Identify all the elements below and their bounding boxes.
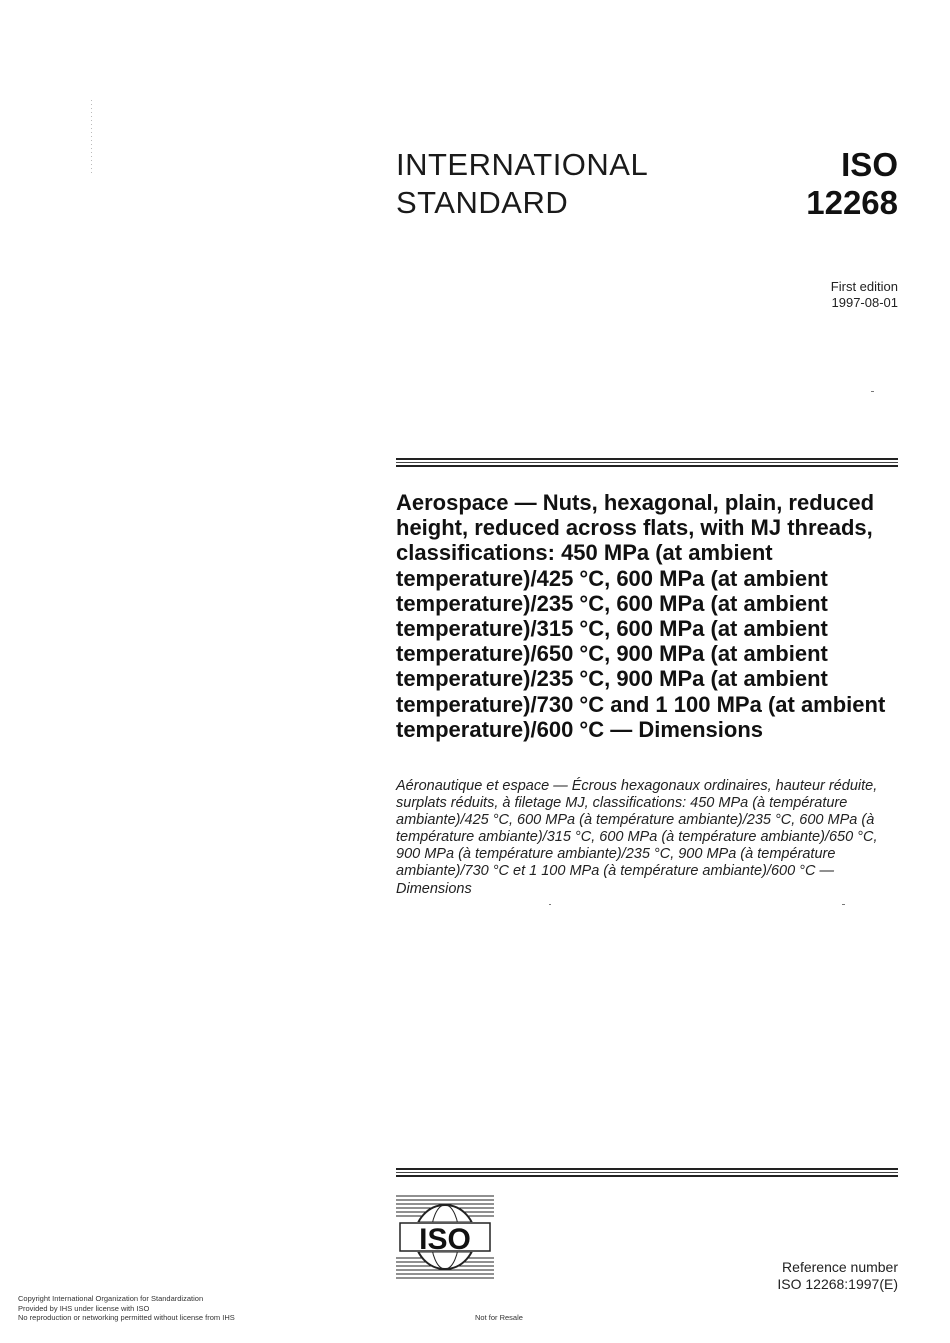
bottom-rule	[396, 1168, 898, 1177]
scan-speck	[842, 904, 845, 905]
reference-label: Reference number	[782, 1259, 898, 1275]
scan-margin-mark	[91, 100, 92, 176]
footer-line: Provided by IHS under license with ISO	[18, 1303, 150, 1313]
iso-logo-text: ISO	[419, 1223, 471, 1256]
scan-speck	[549, 904, 551, 905]
edition-label: First edition	[830, 279, 898, 294]
standard-number: 12268	[806, 184, 898, 221]
reference-number: ISO 12268:1997(E)	[777, 1276, 898, 1292]
document-type-line2: STANDARD	[396, 185, 569, 220]
document-type-line1: INTERNATIONAL	[396, 147, 649, 182]
iso-logo-icon	[396, 1194, 494, 1280]
edition-block	[831, 279, 898, 311]
footer-line: Copyright International Organization for Standardization	[18, 1294, 204, 1303]
reference-block	[777, 1259, 898, 1293]
top-rule	[396, 458, 898, 467]
iso-logo-graphic	[396, 1194, 494, 1280]
resale-notice: Not for Resale	[475, 1313, 523, 1322]
document-type	[396, 146, 648, 222]
copyright-footer	[18, 1294, 235, 1323]
title-french: Aéronautique et espace — Écrous hexagonaux ordinaires, hauteur réduite, surplats réduits, à filetage MJ, classifications: 450 MPa (à température ambiante)/425 °C, 600 MPa (à température ambiante)/235 °C, 600 MPa (à température ambiante)/315 °C, 600 MPa (à température ambiante)/650 °C, 900 MPa (à température ambiante)/235 °C, 900 MPa (à température ambiante)/730 °C et 1 100 MPa (à température ambiante)/600 °C — Dimensions	[396, 778, 878, 897]
standard-identifier	[806, 146, 898, 222]
edition-date: 1997-08-01	[831, 295, 898, 310]
title-english: Aerospace — Nuts, hexagonal, plain, reduced height, reduced across flats, with MJ threads, classifications: 450 MPa (at ambient temperature)/425 °C, 600 MPa (at ambient temperature)/235 °C, 600 MPa (at ambient temperature)/315 °C, 600 MPa (at ambient temperature)/650 °C, 900 MPa (at ambient temperature)/235 °C, 900 MPa (at ambient temperature)/730 °C and 1 100 MPa (at ambient temperature)/600 °C — Dimensions	[396, 490, 886, 742]
scan-speck	[871, 391, 874, 392]
iso-label: ISO	[841, 146, 898, 183]
footer-line: No reproduction or networking permitted without license from IHS	[18, 1313, 235, 1322]
